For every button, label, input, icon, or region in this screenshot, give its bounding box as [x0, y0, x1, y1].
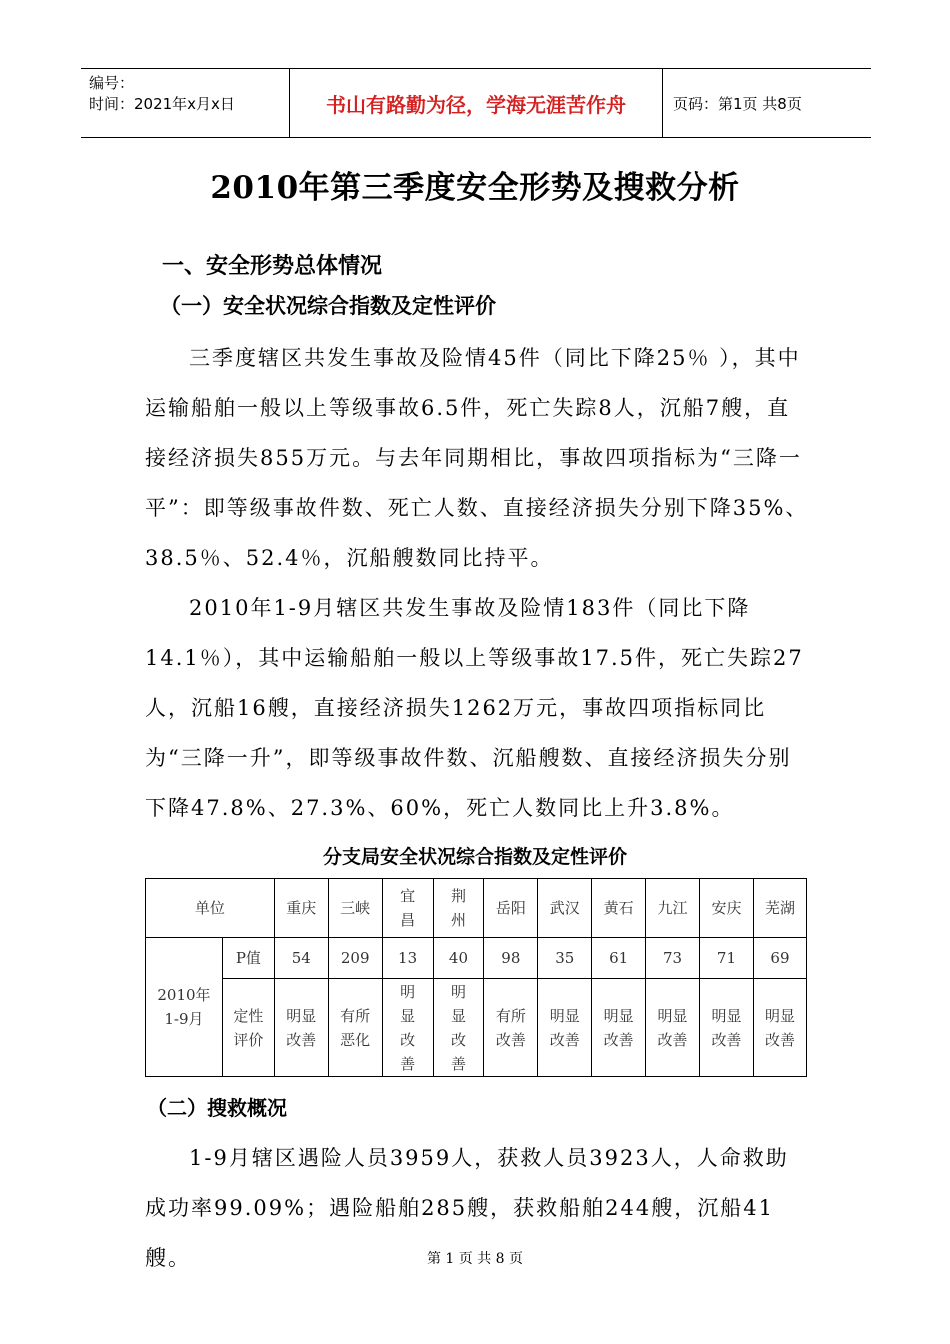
- p-value-label: P值: [222, 938, 274, 979]
- evaluation-row: [146, 979, 807, 1077]
- evaluation-text: 明显改善: [450, 982, 466, 1073]
- evaluation-cell: [382, 979, 433, 1077]
- paragraph-q3: 三季度辖区共发生事故及险情45件（同比下降25％ ），其中运输船舶一般以上等级事故6.5件，死亡失踪8人，沉船7艘，直接经济损失855万元。与去年同期相比，事故四项指标为“三降一平”：即等级事故件数、死亡人数、直接经济损失分别下降35%、38.5％、52.4％，沉船艘数同比持平。: [145, 346, 809, 570]
- table-caption: 分支局安全状况综合指数及定性评价: [322, 846, 627, 868]
- evaluation-text: 明显改善: [764, 1006, 795, 1049]
- document-title: 2010年第三季度安全形势及搜救分析: [210, 170, 740, 206]
- p-value-cell: 13: [382, 938, 433, 979]
- p-value-cell: 71: [700, 938, 754, 979]
- header-date: 时间：2021年x月x日: [89, 95, 235, 113]
- period-cell: [146, 938, 223, 1077]
- header-motto: 书山有路勤为径，学海无涯苦作舟: [290, 69, 663, 137]
- evaluation-cell: [700, 979, 754, 1077]
- p-value-row: [146, 938, 807, 979]
- branch-header: [433, 879, 484, 938]
- evaluation-cell: [646, 979, 700, 1077]
- p-value-cell: 35: [538, 938, 592, 979]
- section-heading: 一、安全形势总体情况: [162, 254, 383, 279]
- branch-header: 重庆: [274, 879, 328, 938]
- evaluation-label-text: 定性评价: [233, 1006, 264, 1049]
- subsection-heading-1: （一）安全状况综合指数及定性评价: [160, 294, 496, 318]
- page-footer: 第 1 页 共 8 页: [426, 1251, 524, 1267]
- evaluation-text: 明显改善: [549, 1006, 580, 1049]
- branch-header-text: 宜昌: [400, 887, 416, 929]
- p-value-cell: 98: [484, 938, 538, 979]
- evaluation-cell: [538, 979, 592, 1077]
- evaluation-text: 明显改善: [711, 1006, 742, 1049]
- table-header-row: [146, 879, 807, 938]
- subsection-heading-2: （二）搜救概况: [147, 1096, 287, 1120]
- branch-header: 安庆: [700, 879, 754, 938]
- branch-header: 三峡: [328, 879, 382, 938]
- evaluation-cell: [328, 979, 382, 1077]
- paragraph-rescue: 1-9月辖区遇险人员3959人，获救人员3923人，人命救助成功率99.09%；遇险船舶285艘，获救船舶244艘，沉船41艘。: [145, 1146, 789, 1270]
- p-value-cell: 69: [753, 938, 806, 979]
- safety-index-table: [145, 878, 807, 1077]
- p-value-cell: 40: [433, 938, 484, 979]
- header-code: 编号：: [89, 74, 135, 92]
- evaluation-text: 明显改善: [286, 1006, 317, 1049]
- page-header: [81, 68, 871, 138]
- evaluation-cell: [484, 979, 538, 1077]
- p-value-cell: 61: [592, 938, 646, 979]
- evaluation-cell: [592, 979, 646, 1077]
- evaluation-text: 明显改善: [603, 1006, 634, 1049]
- branch-header: [382, 879, 433, 938]
- evaluation-text: 明显改善: [400, 982, 416, 1073]
- evaluation-label: [222, 979, 274, 1077]
- period-text: 2010年1-9月: [157, 986, 211, 1028]
- p-value-cell: 73: [646, 938, 700, 979]
- header-page-info: 页码：第1页 共8页: [673, 94, 802, 113]
- p-value-cell: 209: [328, 938, 382, 979]
- evaluation-text: 有所改善: [495, 1006, 526, 1049]
- paragraph-jan-sep: 2010年1-9月辖区共发生事故及险情183件（同比下降14.1％），其中运输船舶一般以上等级事故17.5件，死亡失踪27人，沉船16艘，直接经济损失1262万元，事故四项指标同比为“三降一升”，即等级事故件数、沉船艘数、直接经济损失分别下降47.8%、27.3%、60%，死亡人数同比上升3.8%。: [145, 596, 804, 820]
- p-value-cell: 54: [274, 938, 328, 979]
- branch-header: 九江: [646, 879, 700, 938]
- branch-header: 岳阳: [484, 879, 538, 938]
- header-meta: [81, 69, 290, 137]
- evaluation-text: 明显改善: [657, 1006, 688, 1049]
- evaluation-cell: [274, 979, 328, 1077]
- branch-header: 武汉: [538, 879, 592, 938]
- branch-header: 芜湖: [753, 879, 806, 938]
- evaluation-text: 有所恶化: [340, 1006, 371, 1049]
- unit-header: 单位: [146, 879, 275, 938]
- branch-header: 黄石: [592, 879, 646, 938]
- evaluation-cell: [753, 979, 806, 1077]
- evaluation-cell: [433, 979, 484, 1077]
- branch-header-text: 荆州: [450, 887, 466, 929]
